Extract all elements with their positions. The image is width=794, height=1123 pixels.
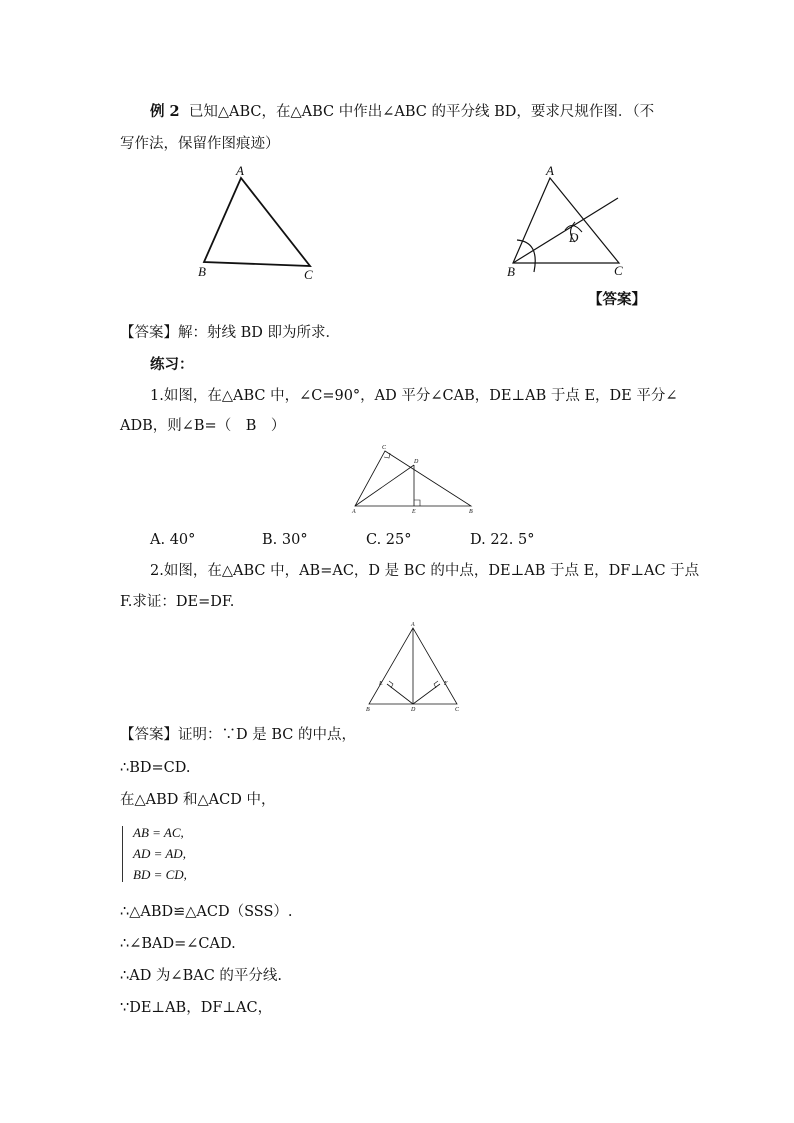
q1-line-1: 1.如图，在△ABC 中，∠C=90°，AD 平分∠CAB，DE⊥AB 于点 E，DE 平分∠	[150, 388, 678, 404]
proof-sys-2: AD = AD,	[133, 846, 186, 861]
proof-line-1: 【答案】证明：∵D 是 BC 的中点，	[120, 727, 356, 743]
fig2-label-a: A	[546, 163, 554, 178]
proof-sys-3: BD = CD,	[133, 867, 187, 882]
fig2-label-b: B	[507, 264, 515, 279]
fig3-label-b: B	[469, 509, 473, 515]
figure-triangle-abc	[190, 160, 330, 285]
triangle-abc-shape-2	[513, 178, 619, 263]
fig1-label-b: B	[198, 264, 206, 279]
q1-triangle	[355, 451, 471, 506]
q1-option-c: C. 25°	[366, 532, 412, 548]
q2-segment-de	[387, 684, 413, 704]
example-text-1: 已知△ABC，在△ABC 中作出∠ABC 的平分线 BD，要求尺规作图．（不	[188, 104, 655, 120]
q1-option-d: D. 22. 5°	[470, 532, 535, 548]
q2-line-2: F.求证：DE=DF.	[120, 594, 235, 610]
fig2-label-c: C	[614, 263, 623, 278]
proof-line-2: ∴BD=CD.	[120, 760, 191, 776]
figure-answer-tag: 【答案】	[588, 291, 646, 308]
q1-line-2: ADB，则∠B=（ B ）	[120, 418, 286, 434]
q1-option-b: B. 30°	[262, 532, 308, 548]
triangle-abc-shape	[204, 178, 310, 266]
proof-system-brace	[122, 826, 129, 882]
q1-option-a: A. 40°	[150, 532, 196, 548]
fig1-label-c: C	[304, 267, 313, 282]
q2-segment-df	[413, 684, 440, 704]
proof-line-3: 在△ABD 和△ACD 中，	[120, 792, 276, 808]
fig2-label-d: D	[569, 230, 579, 245]
answer-1: 【答案】解：射线 BD 即为所求．	[120, 325, 340, 341]
fig3-label-c: C	[382, 445, 387, 451]
fig3-label-a: A	[352, 509, 356, 515]
fig4-label-b: B	[366, 707, 370, 713]
example-label: 例 2	[150, 103, 180, 120]
fig3-label-d: D	[414, 459, 419, 465]
ray-bd	[513, 198, 618, 263]
figure-q1-right-triangle	[350, 445, 480, 515]
fig3-label-e: E	[412, 509, 416, 515]
q1-right-angle-e	[414, 500, 420, 506]
proof-sys-1: AB = AC,	[133, 825, 184, 840]
proof-line-4: ∴△ABD≌△ACD（SSS）.	[120, 904, 293, 920]
proof-line-6: ∴AD 为∠BAC 的平分线.	[120, 968, 283, 984]
fig1-label-a: A	[236, 163, 244, 178]
figure-bisector-construction	[500, 160, 640, 285]
q1-segment-ad	[355, 465, 414, 506]
proof-line-7: ∵DE⊥AB，DF⊥AC，	[120, 1000, 273, 1016]
example-line-2: 写作法，保留作图痕迹）	[120, 136, 280, 152]
practice-heading: 练习：	[150, 356, 194, 373]
fig4-label-c: C	[455, 707, 460, 713]
figure-q2-isosceles	[360, 622, 470, 714]
q2-line-1: 2.如图，在△ABC 中，AB=AC，D 是 BC 的中点，DE⊥AB 于点 E，DF⊥AC 于点	[150, 563, 700, 579]
proof-line-5: ∴∠BAD=∠CAD.	[120, 936, 236, 952]
example-line-1	[150, 102, 654, 122]
fig4-label-a: A	[411, 622, 415, 628]
fig4-label-e: E	[379, 681, 383, 687]
fig4-label-f: F	[444, 681, 448, 687]
arc-at-b	[517, 240, 535, 272]
fig4-label-d: D	[411, 707, 416, 713]
